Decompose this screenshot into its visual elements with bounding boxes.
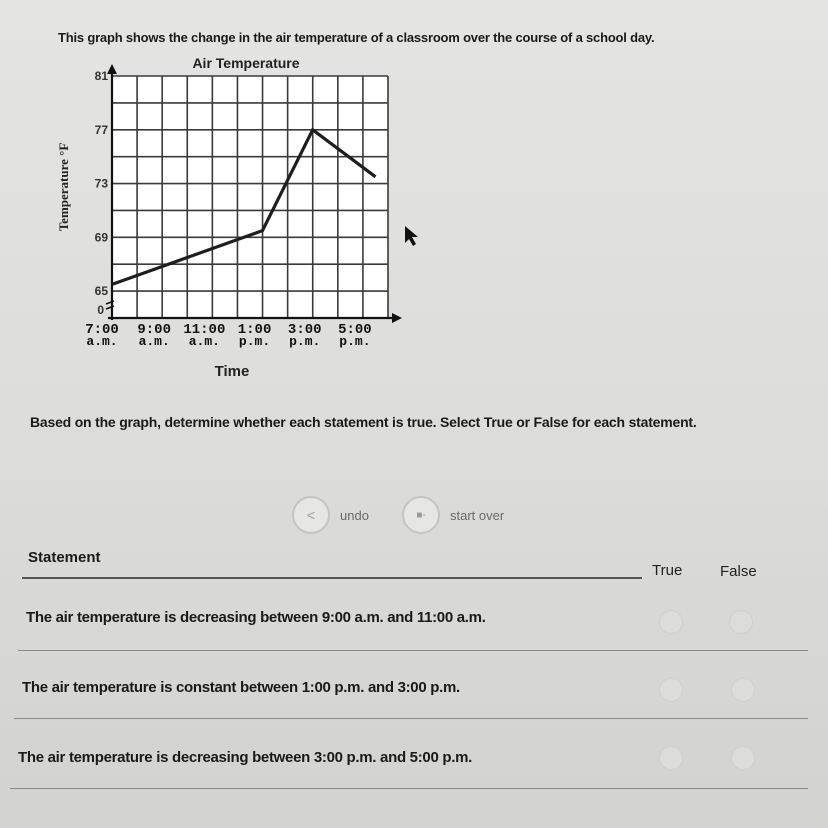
x-tick-label: 7:00 <box>85 322 119 338</box>
y-tick-label: 73 <box>94 176 108 191</box>
statement-header: Statement <box>28 549 101 566</box>
y-tick-label: 65 <box>94 284 108 299</box>
row-divider-3 <box>10 788 808 789</box>
undo-icon: < <box>292 496 330 534</box>
false-header: False <box>720 563 757 580</box>
x-tick-sublabel: a.m. <box>188 334 220 349</box>
row-1-false-radio[interactable] <box>729 610 753 634</box>
mouse-cursor-icon <box>405 226 418 246</box>
x-tick-label: 3:00 <box>287 322 322 338</box>
x-tick-label: 5:00 <box>338 322 372 338</box>
statement-row-3: The air temperature is decreasing between 3:00 p.m. and 5:00 p.m. <box>18 749 472 766</box>
instructions-text: Based on the graph, determine whether each statement is true. Select True or False for each statement. <box>30 414 697 430</box>
y-tick-label: 77 <box>94 122 108 137</box>
y-tick-label-zero: 0 <box>97 303 104 317</box>
row-2-true-radio[interactable] <box>659 678 683 702</box>
intro-text: This graph shows the change in the air temperature of a classroom over the course of a school day. <box>58 30 655 45</box>
x-tick-sublabel: p.m. <box>339 334 371 349</box>
statement-row-1: The air temperature is decreasing between 9:00 a.m. and 11:00 a.m. <box>26 609 486 626</box>
row-3-false-radio[interactable] <box>731 746 755 770</box>
y-tick-label: 81 <box>94 69 108 83</box>
x-tick-sublabel: p.m. <box>289 334 321 349</box>
temperature-chart <box>0 0 828 400</box>
row-3-true-radio[interactable] <box>659 746 683 770</box>
plot-background <box>112 76 388 318</box>
y-tick-label: 69 <box>94 230 108 245</box>
header-divider <box>22 577 642 579</box>
statement-row-2: The air temperature is constant between 1:00 p.m. and 3:00 p.m. <box>22 679 460 696</box>
y-axis-label: Temperature °F <box>56 142 71 232</box>
x-tick-label: 11:00 <box>183 322 226 338</box>
x-tick-sublabel: a.m. <box>86 334 118 349</box>
start-over-button[interactable] <box>402 496 504 534</box>
undo-label: undo <box>340 507 369 523</box>
row-1-true-radio[interactable] <box>659 610 683 634</box>
x-axis-label: Time <box>214 363 250 380</box>
start-over-icon: ■- <box>402 496 440 534</box>
x-tick-label: 1:00 <box>237 322 272 338</box>
row-divider-1 <box>18 650 808 651</box>
undo-button[interactable] <box>292 496 369 534</box>
chart-title: Air Temperature <box>192 55 300 71</box>
start-over-label: start over <box>450 507 505 523</box>
true-header: True <box>652 562 683 579</box>
x-tick-sublabel: a.m. <box>138 334 170 349</box>
y-axis-arrow <box>107 64 117 74</box>
x-tick-sublabel: p.m. <box>238 334 271 349</box>
x-axis-arrow <box>392 313 402 323</box>
x-tick-label: 9:00 <box>137 322 171 338</box>
row-2-false-radio[interactable] <box>731 678 755 702</box>
row-divider-2 <box>14 718 808 719</box>
